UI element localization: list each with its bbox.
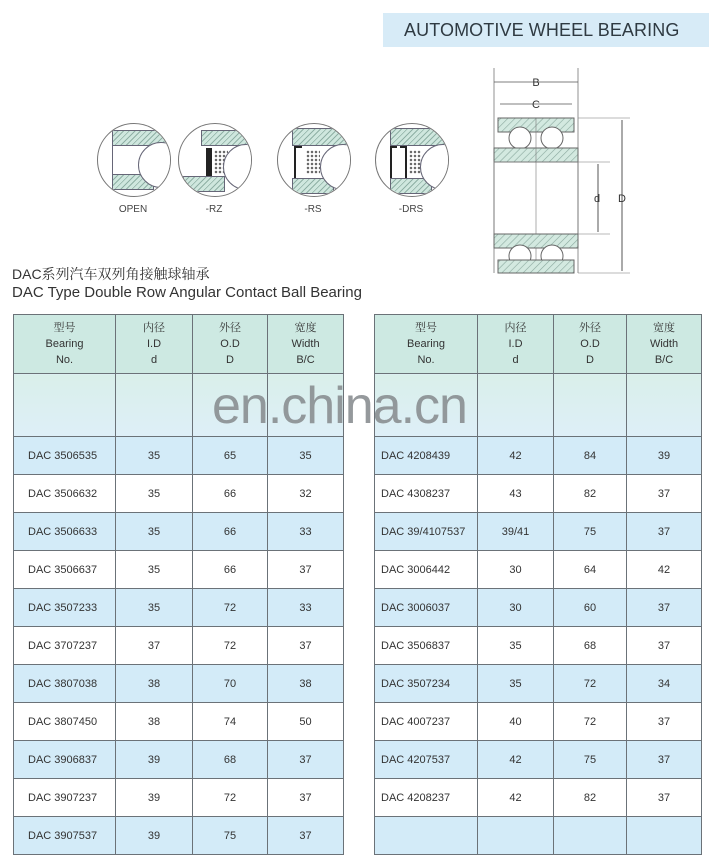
table-row: DAC 3506633 35 66 33 [14, 513, 344, 551]
table-row: DAC 3906837 39 68 37 [14, 741, 344, 779]
table-row: DAC 3506837 35 68 37 [375, 627, 702, 665]
col-header-id: 内径 I.D d [478, 315, 554, 374]
table-row: DAC 3707237 37 72 37 [14, 627, 344, 665]
banner-title: AUTOMOTIVE WHEEL BEARING [404, 20, 680, 40]
table-header-row [14, 315, 344, 374]
table-row: DAC 4208439 42 84 39 [375, 437, 702, 475]
rz-seal-icon [178, 123, 252, 197]
table-row: DAC 4207537 42 75 37 [375, 741, 702, 779]
svg-text:D: D [618, 193, 626, 205]
subtitle-chinese: DAC系列汽车双列角接触球轴承 [12, 266, 210, 282]
table-row: DAC 3506632 35 66 32 [14, 475, 344, 513]
table-row: DAC 3807038 38 70 38 [14, 665, 344, 703]
seal-label-open: OPEN [118, 204, 148, 215]
col-header-id: 内径 I.D d [116, 315, 193, 374]
open-seal-icon [97, 123, 171, 197]
table-row: DAC 3807450 38 74 50 [14, 703, 344, 741]
watermark: en.china.cn [212, 377, 467, 435]
col-header-od: 外径 O.D D [554, 315, 627, 374]
table-row: DAC 3907237 39 72 37 [14, 779, 344, 817]
table-row: DAC 4308237 43 82 37 [375, 475, 702, 513]
table-row: DAC 3506637 35 66 37 [14, 551, 344, 589]
seal-label-drs: -DRS [398, 204, 424, 215]
drs-seal-icon [375, 123, 449, 197]
table-header-row [375, 315, 702, 374]
subtitle-english: DAC Type Double Row Angular Contact Ball Bearing [12, 284, 362, 301]
table-row-empty [375, 817, 702, 855]
col-header-od: 外径 O.D D [193, 315, 268, 374]
table-row: DAC 4007237 40 72 37 [375, 703, 702, 741]
rs-seal-icon [277, 123, 351, 197]
col-header-width: 宽度 Width B/C [627, 315, 702, 374]
svg-text:d: d [594, 193, 601, 205]
table-row: DAC 3507233 35 72 33 [14, 589, 344, 627]
table-row: DAC 3006037 30 60 37 [375, 589, 702, 627]
svg-text:C: C [532, 99, 540, 111]
col-header-bearing-no: 型号 Bearing No. [375, 315, 478, 374]
bearing-dimension-diagram [480, 68, 650, 278]
bearing-cross-section-icon [480, 68, 650, 278]
table-row: DAC 4208237 42 82 37 [375, 779, 702, 817]
table-row: DAC 3507234 35 72 34 [375, 665, 702, 703]
table-row: DAC 39/4107537 39/41 75 37 [375, 513, 702, 551]
col-header-width: 宽度 Width B/C [268, 315, 344, 374]
table-row: DAC 3907537 39 75 37 [14, 817, 344, 855]
title-banner [383, 13, 709, 47]
col-header-bearing-no: 型号 Bearing No. [14, 315, 116, 374]
table-row: DAC 3506535 35 65 35 [14, 437, 344, 475]
svg-text:B: B [532, 77, 540, 89]
seal-label-rs: -RS [304, 204, 322, 215]
table-row: DAC 3006442 30 64 42 [375, 551, 702, 589]
seal-label-rz: -RZ [205, 204, 223, 215]
